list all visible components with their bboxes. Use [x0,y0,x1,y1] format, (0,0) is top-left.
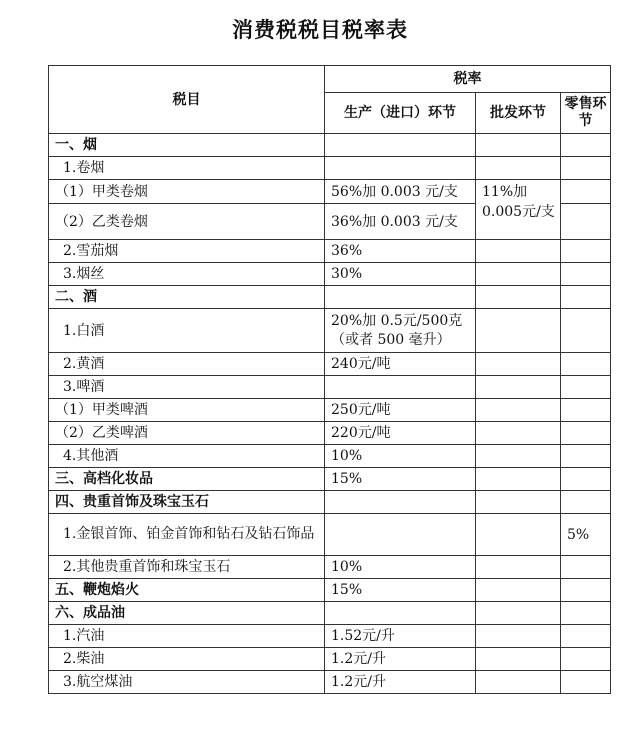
header-row [49,66,611,93]
row-retail [561,204,611,240]
row-wholesale [476,309,561,353]
row-production [325,376,476,399]
row-production: 1.2元/升 [325,671,476,694]
row-wholesale [476,602,561,625]
header-item: 税目 [49,66,325,134]
table-row [49,648,611,671]
row-retail [561,671,611,694]
row-retail [561,134,611,157]
row-wholesale [476,556,561,579]
row-retail [561,180,611,204]
row-wholesale [476,648,561,671]
table-row [49,602,611,625]
page-title: 消费税税目税率表 [232,17,408,42]
row-item: 六、成品油 [49,602,325,625]
row-wholesale [476,468,561,491]
row-item: 2.黄酒 [49,353,325,376]
row-production: 10% [325,445,476,468]
row-retail [561,399,611,422]
row-wholesale [476,625,561,648]
row-item: 二、酒 [49,286,325,309]
row-item: 三、高档化妆品 [49,468,325,491]
row-retail [561,648,611,671]
row-item: 2.柴油 [49,648,325,671]
table-row [49,491,611,514]
row-wholesale [476,263,561,286]
row-item: 3.啤酒 [49,376,325,399]
row-retail [561,602,611,625]
row-retail [561,263,611,286]
row-item: 1.卷烟 [49,157,325,180]
row-item: （1）甲类啤酒 [49,399,325,422]
row-production: 250元/吨 [325,399,476,422]
row-wholesale [476,445,561,468]
row-item: 2.其他贵重首饰和珠宝玉石 [49,556,325,579]
table-row [49,556,611,579]
table-row [49,579,611,602]
row-retail [561,445,611,468]
row-wholesale [476,353,561,376]
table-row [49,240,611,263]
row-production: 240元/吨 [325,353,476,376]
table-row [49,286,611,309]
row-production: 15% [325,579,476,602]
row-item: 4.其他酒 [49,445,325,468]
table-row [49,422,611,445]
row-retail [561,625,611,648]
row-production: 36% [325,240,476,263]
row-production [325,286,476,309]
row-production: 30% [325,263,476,286]
table-row [49,157,611,180]
row-production [325,491,476,514]
row-production: 1.2元/升 [325,648,476,671]
row-item: 一、烟 [49,134,325,157]
row-item: （1）甲类卷烟 [49,180,325,204]
row-wholesale: 11%加 0.005元/支 [476,180,561,240]
row-wholesale [476,286,561,309]
row-item: （2）乙类啤酒 [49,422,325,445]
row-wholesale [476,240,561,263]
row-item: 2.雪茄烟 [49,240,325,263]
row-retail [561,491,611,514]
row-production: 10% [325,556,476,579]
row-retail: 5% [561,514,611,556]
row-retail [561,286,611,309]
row-production: 1.52元/升 [325,625,476,648]
row-item: 1.金银首饰、铂金首饰和钻石及钻石饰品 [49,514,325,556]
row-wholesale [476,157,561,180]
row-production [325,134,476,157]
row-wholesale [476,376,561,399]
row-retail [561,353,611,376]
row-production: 15% [325,468,476,491]
table-row [49,134,611,157]
table-row [49,180,611,204]
table-row [49,263,611,286]
row-retail [561,376,611,399]
row-retail [561,422,611,445]
header-rate: 税率 [325,66,611,93]
row-retail [561,240,611,263]
row-item: （2）乙类卷烟 [49,204,325,240]
table-row [49,353,611,376]
table-row [49,468,611,491]
row-wholesale [476,134,561,157]
row-item: 1.白酒 [49,309,325,353]
row-retail [561,468,611,491]
row-retail [561,579,611,602]
table-row [49,671,611,694]
row-retail [561,309,611,353]
row-item: 1.汽油 [49,625,325,648]
row-wholesale [476,399,561,422]
table-row [49,625,611,648]
row-retail [561,556,611,579]
tax-rate-table [48,65,611,694]
row-item: 四、贵重首饰及珠宝玉石 [49,491,325,514]
row-production: 20%加 0.5元/500克（或者 500 毫升） [325,309,476,353]
row-item: 3.烟丝 [49,263,325,286]
row-production: 36%加 0.003 元/支 [325,204,476,240]
table-row [49,514,611,556]
table-row [49,376,611,399]
table-row [49,309,611,353]
row-production [325,514,476,556]
row-wholesale [476,514,561,556]
row-production: 220元/吨 [325,422,476,445]
row-production [325,602,476,625]
table-row [49,445,611,468]
header-wholesale: 批发环节 [476,93,561,134]
row-wholesale [476,491,561,514]
row-item: 3.航空煤油 [49,671,325,694]
row-retail [561,157,611,180]
header-production: 生产（进口）环节 [325,93,476,134]
row-wholesale [476,579,561,602]
row-wholesale [476,422,561,445]
row-wholesale [476,671,561,694]
row-item: 五、鞭炮焰火 [49,579,325,602]
row-production [325,157,476,180]
header-retail: 零售环节 [561,93,611,134]
row-production: 56%加 0.003 元/支 [325,180,476,204]
table-row [49,399,611,422]
